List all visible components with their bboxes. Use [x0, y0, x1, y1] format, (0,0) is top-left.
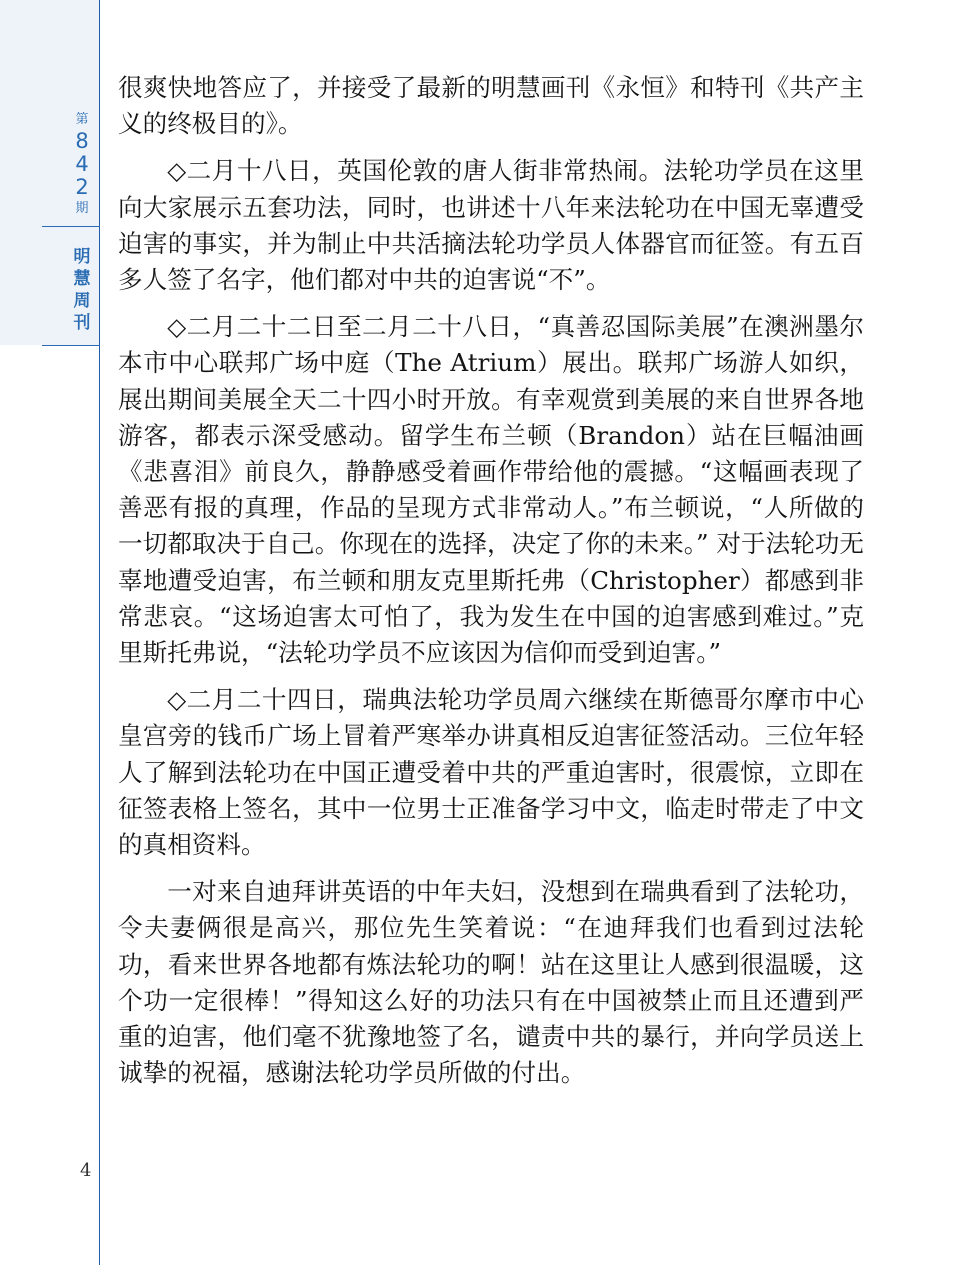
issue-digit: 4 — [75, 152, 89, 176]
magazine-name-char: 刊 — [73, 313, 91, 333]
issue-prefix: 第 — [75, 112, 89, 127]
paragraph-london: ◇二月十八日，英国伦敦的唐人街非常热闹。法轮功学员在这里向大家展示五套功法，同时，也讲述十八年来法轮功在中国无辜遭受迫害的事实，并为制止中共活摘法轮功学员人体器官而征签。有五百多人签了名字，他们都对中共的迫害说“不”。 — [118, 156, 864, 295]
magazine-name-char: 周 — [73, 291, 91, 311]
paragraph-continuation: 很爽快地答应了，并接受了最新的明慧画刊《永恒》和特刊《共产主义的终极目的》。 — [118, 73, 864, 139]
page-number: 4 — [80, 1160, 92, 1181]
issue-digit: 2 — [75, 175, 89, 199]
issue-suffix: 期 — [75, 201, 89, 216]
sidebar-separator-bottom — [42, 345, 100, 346]
sidebar-separator-top — [42, 226, 100, 227]
issue-number-label — [62, 110, 102, 219]
paragraph-stockholm: ◇二月二十四日，瑞典法轮功学员周六继续在斯德哥尔摩市中心皇宫旁的钱币广场上冒着严寒举办讲真相反迫害征签活动。三位年轻人了解到法轮功在中国正遭受着中共的严重迫害时，很震惊，立即在征签表格上签名，其中一位男士正准备学习中文，临走时带走了中文的真相资料。 — [118, 685, 864, 860]
magazine-name — [62, 246, 102, 334]
issue-digit: 8 — [75, 129, 89, 153]
paragraph-dubai-couple: 一对来自迪拜讲英语的中年夫妇，没想到在瑞典看到了法轮功，令夫妻俩很是高兴，那位先生笑着说：“在迪拜我们也看到过法轮功，看来世界各地都有炼法轮功的啊！站在这里让人感到很温暖，这个功一定很棒！”得知这么好的功法只有在中国被禁止而且还遭到严重的迫害，他们毫不犹豫地签了名，谴责中共的暴行，并向学员送上诚挚的祝福，感谢法轮功学员所做的付出。 — [118, 877, 864, 1088]
paragraph-melbourne: ◇二月二十二日至二月二十八日，“真善忍国际美展”在澳洲墨尔本市中心联邦广场中庭（The Atrium）展出。联邦广场游人如织，展出期间美展全天二十四小时开放。有幸观赏到美展的来自世界各地游客，都表示深受感动。留学生布兰顿（Brandon）站在巨幅油画《悲喜泪》前良久，静静感受着画作带给他的震撼。“这幅画表现了善恶有报的真理，作品的呈现方式非常动人。”布兰顿说，“人所做的一切都取决于自己。你现在的选择，决定了你的未来。” 对于法轮功无辜地遭受迫害，布兰顿和朋友克里斯托弗（Christopher）都感到非常悲哀。“这场迫害太可怕了，我为发生在中国的迫害感到难过。”克里斯托弗说，“法轮功学员不应该因为信仰而受到迫害。” — [118, 312, 864, 668]
magazine-name-char: 慧 — [73, 269, 91, 289]
article-body — [118, 70, 864, 1102]
magazine-name-char: 明 — [73, 247, 91, 267]
